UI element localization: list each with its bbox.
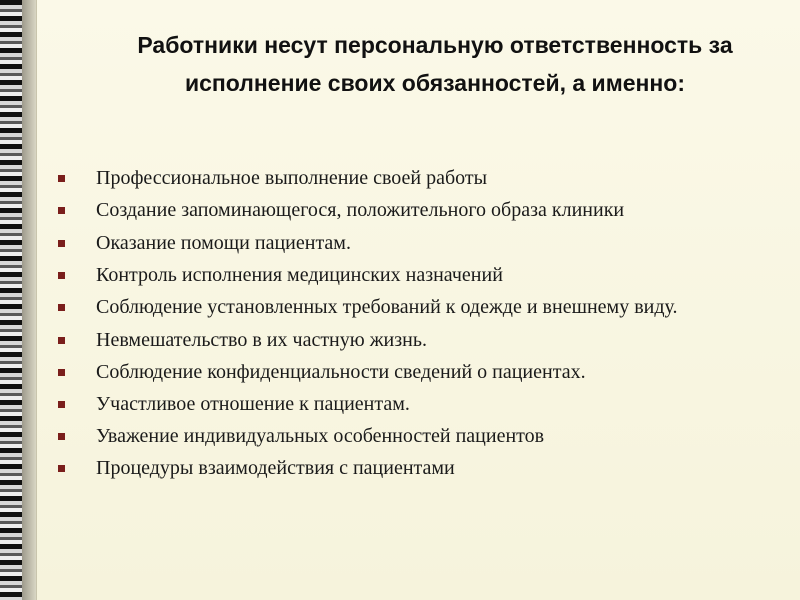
list-item	[56, 424, 768, 448]
square-bullet-icon	[58, 175, 65, 182]
list-item	[56, 295, 768, 319]
bullet-list	[56, 166, 768, 488]
list-item	[56, 456, 768, 480]
square-bullet-icon	[58, 337, 65, 344]
square-bullet-icon	[58, 272, 65, 279]
list-item	[56, 263, 768, 287]
slide-title: Работники несут персональную ответственность за исполнение своих обязанностей, а именно:	[137, 32, 733, 96]
list-item-text: Контроль исполнения медицинских назначений	[96, 264, 503, 286]
list-item-text: Соблюдение конфиденциальности сведений о пациентах.	[96, 361, 586, 383]
list-item-text: Невмешательство в их частную жизнь.	[96, 329, 427, 351]
list-item-text: Создание запоминающегося, положительного образа клиники	[96, 199, 625, 221]
decorative-stripe-bar	[0, 0, 22, 600]
list-item	[56, 392, 768, 416]
list-item	[56, 166, 768, 190]
list-item-text: Уважение индивидуальных особенностей пациентов	[96, 425, 545, 447]
list-item	[56, 328, 768, 352]
list-item-text: Профессиональное выполнение своей работы	[96, 167, 488, 189]
left-shadow	[22, 0, 36, 600]
square-bullet-icon	[58, 304, 65, 311]
list-item	[56, 360, 768, 384]
square-bullet-icon	[58, 401, 65, 408]
list-item-text: Соблюдение установленных требований к одежде и внешнему виду.	[96, 296, 678, 318]
square-bullet-icon	[58, 369, 65, 376]
square-bullet-icon	[58, 465, 65, 472]
square-bullet-icon	[58, 433, 65, 440]
square-bullet-icon	[58, 240, 65, 247]
list-item	[56, 231, 768, 255]
list-item-text: Процедуры взаимодействия с пациентами	[96, 457, 455, 479]
list-item-text: Оказание помощи пациентам.	[96, 232, 351, 254]
square-bullet-icon	[58, 207, 65, 214]
list-item-text: Участливое отношение к пациентам.	[96, 393, 410, 415]
list-item	[56, 198, 768, 222]
